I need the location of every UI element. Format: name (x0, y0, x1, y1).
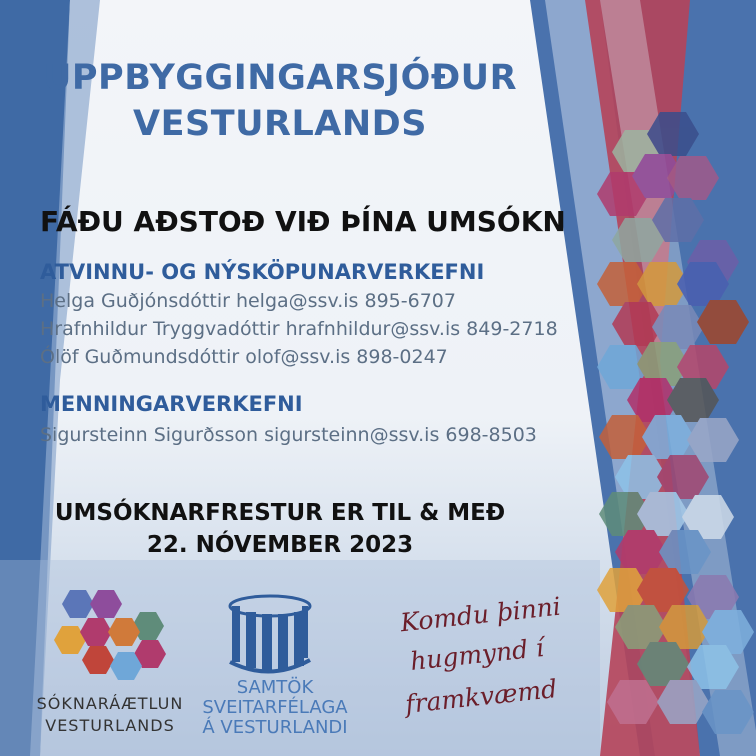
heading: FÁÐU AÐSTOÐ VIÐ ÞÍNA UMSÓKN (40, 205, 566, 238)
contact-helga: Helga Guðjónsdóttir helga@ssv.is 895-6707 (40, 290, 456, 312)
samtok-logo-line-2: SVEITARFÉLAGA (202, 697, 348, 718)
slogan-line-1: Komdu þinni (398, 591, 563, 638)
deadline-line-2: 22. NÓVEMBER 2023 (146, 532, 414, 558)
samtok-logo-line-3: Á VESTURLANDI (202, 717, 348, 738)
contact-olof: Ólöf Guðmundsdóttir olof@ssv.is 898-0247 (40, 346, 448, 368)
title-line-2: VESTURLANDS (133, 104, 427, 144)
contact-hrafnhildur: Hrafnhildur Tryggvadóttir hrafnhildur@ssv.is 849-2718 (40, 318, 558, 340)
samtok-logo-line-1: SAMTÖK (236, 677, 314, 698)
slogan-line-3: framkvæmd (403, 674, 559, 719)
section-label-menningar: MENNINGARVERKEFNI (40, 392, 303, 416)
contact-sigursteinn: Sigursteinn Sigurðsson sigursteinn@ssv.is 698-8503 (40, 424, 537, 446)
slogan-line-2: hugmynd í (408, 633, 546, 676)
soknaraetlun-logo-line-1: SÓKNARÁÆTLUN (36, 694, 184, 713)
soknaraetlun-logo-line-2: VESTURLANDS (45, 716, 175, 735)
title-line-1: UPPBYGGINGARSJÓÐUR (42, 58, 518, 98)
deadline-line-1: UMSÓKNARFRESTUR ER TIL & MEÐ (54, 500, 506, 526)
section-label-atvinnu: ATVINNU- OG NÝSKÖPUNARVERKEFNI (40, 260, 485, 284)
